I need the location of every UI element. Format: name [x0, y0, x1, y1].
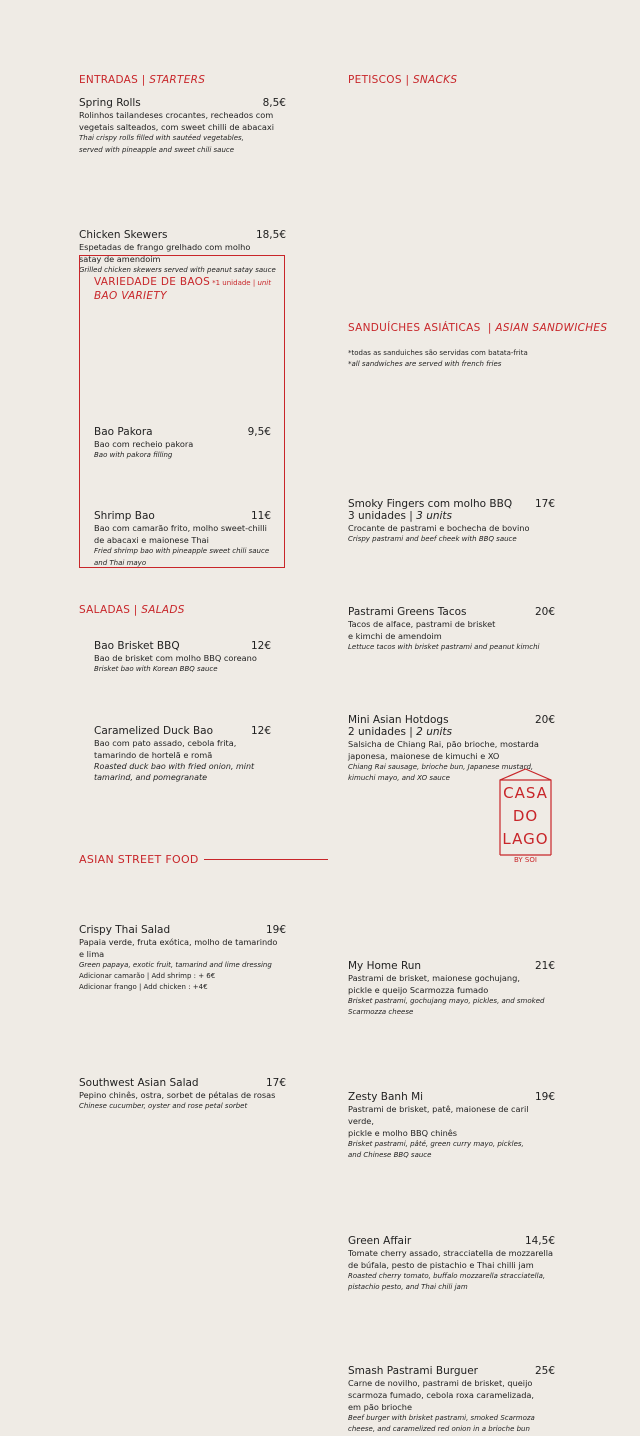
- menu-item-spring-rolls: [79, 97, 286, 156]
- item-name: Bao Brisket BBQ: [94, 640, 180, 652]
- item-desc-pt: Bao com camarão frito, molho sweet-chilli: [94, 523, 267, 533]
- footer-tagline: ASIAN STREET FOOD: [79, 853, 199, 866]
- item-desc-en: Beef burger with brisket pastrami, smoked Scarmoza: [348, 1413, 535, 1422]
- menu-item-my-home-run: [348, 960, 555, 1019]
- sandwiches-note-en: *all sandwiches are served with french fries: [348, 360, 502, 368]
- logo-word-do: DO: [512, 807, 539, 825]
- item-price: 17€: [534, 497, 555, 510]
- item-desc-en: cheese, and caramelized red onion in a brioche bun: [348, 1425, 530, 1433]
- item-price: 8,5€: [262, 97, 286, 109]
- sandwiches-section: [348, 322, 608, 370]
- item-price: 19€: [265, 923, 286, 936]
- item-price: 12€: [250, 724, 271, 737]
- item-desc-pt: Tacos de alface, pastrami de brisket: [348, 619, 496, 629]
- bao-title-pt: VARIEDADE DE BAOS: [94, 276, 211, 288]
- item-desc-en: Brisket bao with Korean BBQ sauce: [94, 665, 218, 673]
- bao-unit-note: *1 unidade | unit: [212, 279, 271, 287]
- bao-section-header: [94, 276, 271, 302]
- item-desc-pt: tamarindo de hortelã e romã: [94, 749, 213, 760]
- item-desc-en: pistachio pesto, and Thai chili jam: [348, 1283, 468, 1291]
- menu-item-smash-pastrami-burguer: [348, 1365, 555, 1436]
- item-name: Mini Asian Hotdogs: [348, 713, 449, 726]
- item-desc-en: Roasted cherry tomato, buffalo mozzarella stracciatella,: [348, 1271, 546, 1280]
- logo-word-lago: LAGO: [502, 830, 549, 848]
- item-price: 9,5€: [247, 425, 271, 438]
- item-price: 18,5€: [255, 229, 286, 241]
- item-desc-en: tamarind, and pomegranate: [94, 773, 208, 782]
- item-desc-en: Scarmozza cheese: [348, 1008, 414, 1016]
- item-name: Bao Pakora: [94, 425, 153, 438]
- item-desc-en: Brisket pastrami, gochujang mayo, pickles, and smoked: [348, 996, 545, 1005]
- item-desc-pt: Rolinhos tailandeses crocantes, recheados com: [79, 110, 274, 120]
- item-desc-pt: pickle e molho BBQ chinês: [348, 1127, 458, 1138]
- item-name: Green Affair: [348, 1234, 412, 1247]
- casa-do-lago-logo: [499, 768, 552, 870]
- item-price: 20€: [534, 713, 555, 726]
- item-desc-en: Fried shrimp bao with pineapple sweet chili sauce: [94, 547, 270, 555]
- item-price: 14,5€: [524, 1234, 555, 1247]
- menu-item-shrimp-bao: [94, 510, 271, 569]
- item-price: 11€: [250, 510, 271, 522]
- bao-title-en: BAO VARIETY: [94, 290, 167, 302]
- item-name: Shrimp Bao: [94, 510, 155, 522]
- item-desc-pt: Papaia verde, fruta exótica, molho de tamarindo: [79, 936, 278, 947]
- logo-by-soi: BY SOI: [514, 856, 537, 864]
- item-desc-en: Roasted duck bao with fried onion, mint: [94, 761, 255, 771]
- sandwiches-title: SANDUÍCHES ASIÁTICAS | ASIAN SANDWICHES: [348, 322, 608, 334]
- item-desc-en: Crispy pastrami and beef cheek with BBQ sauce: [348, 534, 517, 543]
- item-name: Spring Rolls: [79, 97, 141, 109]
- item-desc-pt: vegetais salteados, com sweet chilli de abacaxi: [79, 122, 275, 132]
- snacks-section: [348, 74, 555, 86]
- item-desc-pt: Bao com pato assado, cebola frita,: [94, 737, 237, 748]
- item-desc-pt: japonesa, maionese de kimuchi e XO: [348, 750, 500, 761]
- item-desc-pt: Espetadas de frango grelhado com molho: [79, 242, 251, 252]
- menu-item-green-affair: [348, 1235, 555, 1294]
- menu-item-crispy-thai-salad: [79, 924, 286, 994]
- item-desc-pt: Tomate cherry assado, stracciatella de mozzarella: [348, 1247, 553, 1258]
- salads-title: SALADAS | SALADS: [79, 604, 185, 616]
- item-desc-pt: Bao com recheio pakora: [94, 438, 194, 449]
- item-desc-pt: Pastrami de brisket, patê, maionese de caril verde,: [348, 1103, 529, 1126]
- item-name: Chicken Skewers: [79, 229, 168, 241]
- item-desc-en: Thai crispy rolls filled with sautéed vegetables,: [79, 134, 244, 142]
- item-price: 21€: [534, 959, 555, 972]
- item-desc-en: Chiang Rai sausage, brioche bun, Japanese mustard,: [348, 762, 534, 771]
- item-name: Smoky Fingers com molho BBQ: [348, 497, 513, 510]
- item-price: 25€: [534, 1364, 555, 1377]
- item-units: 2 unidades | 2 units: [348, 725, 453, 738]
- item-desc-en: Green papaya, exotic fruit, tamarind and lime dressing: [79, 960, 272, 969]
- item-desc-en: Chinese cucumber, oyster and rose petal sorbet: [79, 1102, 248, 1110]
- item-price: 19€: [534, 1090, 555, 1103]
- item-desc-pt: Pepino chinês, ostra, sorbet de pétalas de rosas: [79, 1090, 276, 1100]
- menu-item-zesty-banh-mi: [348, 1091, 555, 1162]
- item-name: Caramelized Duck Bao: [94, 724, 214, 737]
- item-desc-pt: e kimchi de amendoim: [348, 631, 442, 641]
- item-desc-en: Lettuce tacos with brisket pastrami and peanut kimchi: [348, 643, 540, 651]
- item-desc-pt: pickle e queijo Scarmozza fumado: [348, 984, 489, 995]
- item-desc-en: served with pineapple and sweet chili sauce: [79, 145, 235, 154]
- item-desc-pt: de búfala, pesto de pistachio e Thai chilli jam: [348, 1259, 534, 1270]
- footer-divider: [204, 859, 328, 860]
- item-desc-en: Grilled chicken skewers served with peanut satay sauce: [79, 266, 276, 274]
- item-desc-pt: satay de amendoim: [79, 254, 161, 264]
- item-desc-pt: Bao de brisket com molho BBQ coreano: [94, 653, 257, 663]
- item-desc-pt: de abacaxi e maionese Thai: [94, 535, 209, 545]
- item-desc-pt: Crocante de pastrami e bochecha de bovino: [348, 522, 530, 533]
- menu-item-bao-pakora: [94, 426, 271, 462]
- item-desc-en: and Chinese BBQ sauce: [348, 1151, 432, 1159]
- item-addon-note: Adicionar camarão | Add shrimp : + 6€: [79, 972, 216, 980]
- item-units: 3 unidades | 3 units: [348, 509, 453, 522]
- menu-item-southwest-asian-salad: [79, 1077, 286, 1113]
- menu-item-pastrami-greens-tacos: [348, 606, 555, 654]
- logo-word-casa: CASA: [503, 784, 548, 802]
- starters-title: ENTRADAS | STARTERS: [79, 74, 206, 86]
- item-desc-en: and Thai mayo: [94, 558, 147, 567]
- item-desc-pt: em pão brioche: [348, 1401, 413, 1412]
- item-name: Zesty Banh Mi: [348, 1090, 424, 1103]
- item-desc-pt: Carne de novilho, pastrami de brisket, queijo: [348, 1377, 533, 1388]
- item-desc-en: Brisket pastrami, pâté, green curry mayo, pickles,: [348, 1139, 524, 1148]
- item-desc-pt: e lima: [79, 948, 105, 959]
- salads-section: [79, 604, 286, 616]
- starters-section: [79, 74, 286, 86]
- item-desc-en: Bao with pakora filling: [94, 450, 173, 459]
- item-price: 20€: [534, 606, 555, 618]
- item-name: Pastrami Greens Tacos: [348, 606, 467, 618]
- item-price: 12€: [250, 640, 271, 652]
- item-addon-note: Adicionar frango | Add chicken : +4€: [79, 983, 208, 991]
- item-name: Smash Pastrami Burguer: [348, 1364, 478, 1377]
- menu-item-bao-brisket-bbq: [94, 640, 271, 676]
- item-name: My Home Run: [348, 959, 422, 972]
- item-name: Southwest Asian Salad: [79, 1077, 199, 1089]
- item-desc-pt: Pastrami de brisket, maionese gochujang,: [348, 972, 520, 983]
- menu-item-smoky-fingers: [348, 498, 555, 546]
- item-desc-pt: Salsicha de Chiang Rai, pão brioche, mostarda: [348, 738, 539, 749]
- item-desc-pt: scarmoza fumado, cebola roxa caramelizada,: [348, 1389, 535, 1400]
- menu-item-caramelized-duck-bao: [94, 725, 271, 784]
- item-price: 17€: [265, 1077, 286, 1089]
- sandwiches-note-pt: *todas as sanduiches são servidas com batata-frita: [348, 349, 528, 357]
- snacks-title: PETISCOS | SNACKS: [348, 74, 458, 86]
- item-name: Crispy Thai Salad: [79, 923, 171, 936]
- item-desc-en: kimuchi mayo, and XO sauce: [348, 774, 450, 782]
